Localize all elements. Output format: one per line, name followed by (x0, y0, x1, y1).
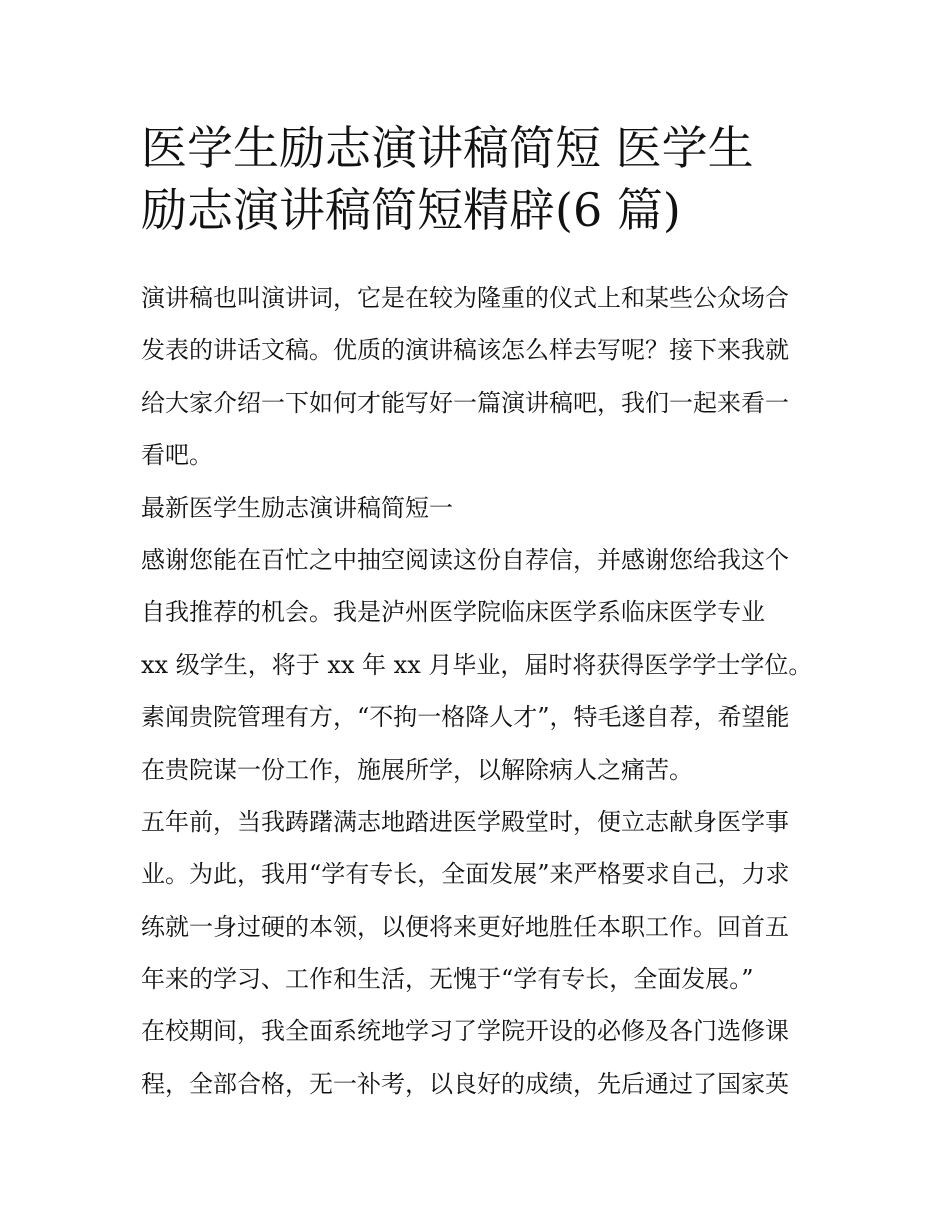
paragraph-line: 素闻贵院管理有方，“不拘一格降人才”，特毛遂自荐，希望能 (141, 703, 790, 732)
intro-line: 发表的讲话文稿。优质的演讲稿该怎么样去写呢？接下来我就 (141, 336, 789, 365)
title-line-1: 医学生励志演讲稿简短 医学生 (141, 121, 754, 175)
paragraph-line: 程，全部合格，无一补考，以良好的成绩，先后通过了国家英 (141, 1069, 789, 1098)
paragraph-line: 业。为此，我用“学有专长，全面发展”来严格要求自己，力求 (141, 860, 790, 889)
paragraph-line: 五年前，当我踌躇满志地踏进医学殿堂时，便立志献身医学事 (141, 807, 789, 836)
document-title (141, 118, 811, 242)
intro-line: 演讲稿也叫演讲词，它是在较为隆重的仪式上和某些公众场合 (141, 284, 789, 312)
paragraph-line: 在校期间，我全面系统地学习了学院开设的必修及各门选修课 (141, 1017, 789, 1046)
paragraph-line: 自我推荐的机会。我是泸州医学院临床医学系临床医学专业 (141, 598, 765, 627)
paragraph-line: 感谢您能在百忙之中抽空阅读这份自荐信，并感谢您给我这个 (141, 545, 789, 574)
paragraph-line: 年来的学习、工作和生活，无愧于“学有专长，全面发展。” (141, 965, 754, 994)
paragraph-line: 练就一身过硬的本领，以便将来更好地胜任本职工作。回首五 (141, 912, 789, 941)
title-line-2: 励志演讲稿简短精辟(6 篇) (141, 183, 681, 237)
intro-line: 给大家介绍一下如何才能写好一篇演讲稿吧，我们一起来看一 (141, 388, 789, 417)
section-heading: 最新医学生励志演讲稿简短一 (141, 493, 453, 522)
document-content (141, 118, 811, 1110)
document-body (141, 272, 811, 1110)
paragraph-line: 在贵院谋一份工作，施展所学，以解除病人之痛苦。 (141, 755, 693, 784)
intro-line: 看吧。 (141, 441, 213, 470)
paragraph-line: xx 级学生，将于 xx 年 xx 月毕业，届时将获得医学学士学位。 (141, 650, 813, 679)
